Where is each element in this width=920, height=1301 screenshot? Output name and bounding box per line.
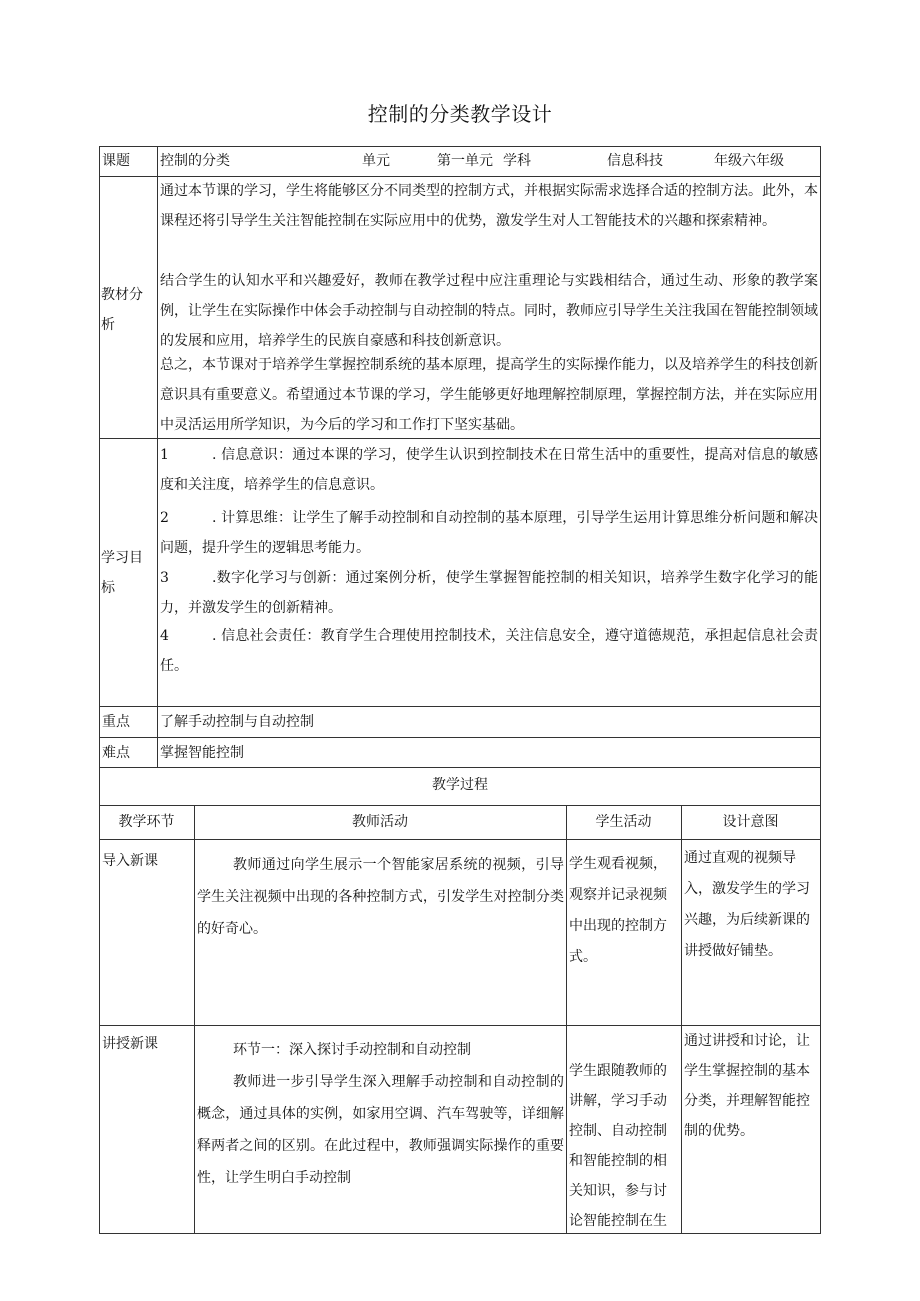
process-heading: 教学过程 (432, 777, 488, 793)
teacher-activity: 教师通过向学生展示一个智能家居系统的视频，引导学生关注视频中出现的各种控制方式，引发学生对控制分类的好奇心。 (197, 857, 564, 937)
student-activity: 学生观看视频，观察并记录视频中出现的控制方式。 (569, 856, 667, 965)
objective-item: . 信息社会责任：教育学生合理使用控制技术，关注信息安全，遵守道德规范，承担起信息社会责任。 (160, 628, 818, 674)
unit-value: 第一单元 (437, 153, 493, 169)
col-header-student: 学生活动 (595, 814, 652, 830)
design-intent: 通过讲授和讨论，让学生掌握控制的基本分类，并理解智能控制的优势。 (684, 1033, 810, 1139)
material-para-3: 总之，本节课对于培养学生掌握控制系统的基本原理，提高学生的实际操作能力，以及培养学生的科技创新意识具有重要意义。希望通过本节课的学习，学生能够更好地理解控制原理，掌握控制方法，并在实际应用中灵活运用所学知识，为今后的学习和工作打下坚实基础。 (160, 357, 818, 433)
material-analysis-label: 教材分 析 (101, 287, 143, 333)
grade-label: 年级 (714, 153, 742, 169)
subject-value: 信息科技 (607, 153, 663, 169)
teacher-activity: 教师进一步引导学生深入理解手动控制和自动控制的概念，通过具体的实例，如家用空调、汽车驾驶等，详细解释两者之间的区别。在此过程中，教师强调实际操作的重要性，让学生明白手动控制 (197, 1074, 564, 1186)
key-point-label: 重点 (102, 714, 130, 730)
objective-num: 1 (160, 447, 169, 463)
col-header-stage: 教学环节 (118, 814, 175, 830)
col-header-teacher: 教师活动 (352, 814, 408, 830)
difficulty-label: 难点 (102, 745, 130, 761)
subject-label: 学科 (503, 153, 531, 169)
objective-item: . 计算思维：让学生了解手动控制和自动控制的基本原理，引导学生运用计算思维分析问题和解决问题，提升学生的逻辑思考能力。 (160, 510, 818, 556)
difficulty-text: 掌握智能控制 (160, 745, 244, 761)
material-para-1: 通过本节课的学习，学生将能够区分不同类型的控制方式，并根据实际需求选择合适的控制方法。此外，本课程还将引导学生关注智能控制在实际应用中的优势，激发学生对人工智能技术的兴趣和探索精神。 (160, 183, 818, 229)
student-activity: 学生跟随教师的讲解，学习手动控制、自动控制和智能控制的相关知识，参与讨论智能控制在生 (569, 1063, 667, 1229)
objective-item: .数字化学习与创新：通过案例分析，使学生掌握智能控制的相关知识，培养学生数字化学习的能力，并激发学生的创新精神。 (160, 570, 818, 616)
objective-num: 3 (160, 570, 169, 586)
material-para-2: 结合学生的认知水平和兴趣爱好，教师在教学过程中应注重理论与实践相结合，通过生动、形象的教学案例，让学生在实际操作中体会手动控制与自动控制的特点。同时，教师应引导学生关注我国在智能控制领域的发展和应用，培养学生的民族自豪感和科技创新意识。 (160, 273, 818, 349)
stage-cell: 导入新课 (102, 853, 158, 869)
objective-num: 4 (160, 628, 169, 644)
grade-value: 六年级 (742, 153, 784, 169)
objective-item: . 信息意识：通过本课的学习，使学生认识到控制技术在日常生活中的重要性，提高对信息的敏感度和关注度，培养学生的信息意识。 (160, 447, 818, 493)
design-intent: 通过直观的视频导入，激发学生的学习兴趣，为后续新课的讲授做好铺垫。 (684, 850, 810, 959)
teacher-activity: 环节一：深入探讨手动控制和自动控制 (233, 1042, 471, 1058)
key-point-text: 了解手动控制与自动控制 (160, 714, 314, 730)
unit-label: 单元 (362, 153, 390, 169)
objective-num: 2 (160, 510, 169, 526)
objectives-label: 学习目 标 (101, 550, 143, 596)
stage-cell: 讲授新课 (102, 1036, 158, 1052)
course-label: 课题 (102, 153, 130, 169)
col-header-intent: 设计意图 (722, 814, 779, 830)
page-title: 控制的分类教学设计 (367, 102, 553, 126)
course-value: 控制的分类 (160, 153, 230, 169)
